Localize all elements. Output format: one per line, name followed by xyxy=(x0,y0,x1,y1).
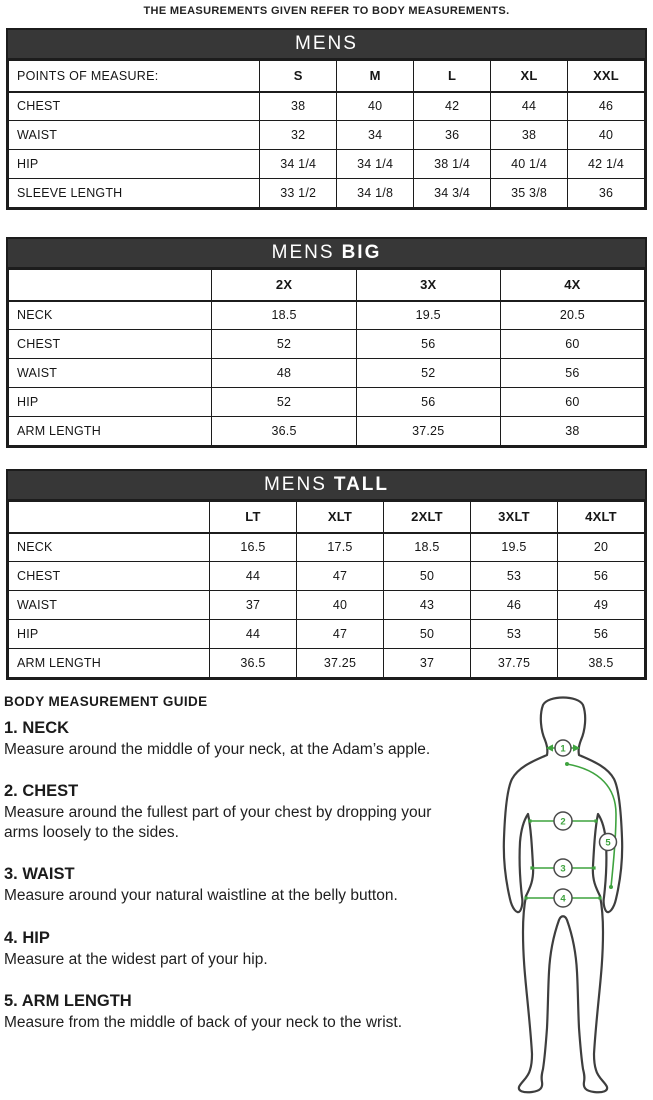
table-title-regular: MENS xyxy=(271,242,335,263)
table-title-bold: BIG xyxy=(341,242,382,263)
table-row xyxy=(9,620,645,649)
measurement-cell: 34 1/4 xyxy=(337,150,414,179)
row-label: CHEST xyxy=(9,562,210,591)
measurement-cell: 44 xyxy=(491,92,568,121)
measurement-cell: 34 3/4 xyxy=(414,179,491,208)
guide-title: BODY MEASUREMENT GUIDE xyxy=(4,694,208,709)
row-label: HIP xyxy=(9,620,210,649)
waist-dot-right xyxy=(592,866,595,869)
measurement-cell: 47 xyxy=(296,562,383,591)
size-column-header: 2X xyxy=(212,270,356,301)
table-mens-big xyxy=(6,237,647,448)
table-row xyxy=(9,591,645,620)
measurement-cell: 50 xyxy=(383,620,470,649)
body-figure-svg xyxy=(460,690,653,1100)
measurement-cell: 52 xyxy=(356,359,500,388)
size-column-header: 4XLT xyxy=(557,502,644,533)
size-column-header: XXL xyxy=(568,61,645,92)
table-row xyxy=(9,417,645,446)
chest-dot-left xyxy=(528,819,531,822)
measurement-cell: 37.25 xyxy=(356,417,500,446)
measurement-cell: 46 xyxy=(470,591,557,620)
guide-item-heading: 5. ARM LENGTH xyxy=(4,991,132,1010)
measurement-cell: 40 xyxy=(568,121,645,150)
measurement-cell: 37.25 xyxy=(296,649,383,678)
measurement-cell: 19.5 xyxy=(470,533,557,562)
guide-item-heading: 3. WAIST xyxy=(4,865,75,884)
size-column-header: XLT xyxy=(296,502,383,533)
measurement-cell: 52 xyxy=(212,388,356,417)
table-mens xyxy=(6,28,647,210)
measurement-cell: 40 xyxy=(337,92,414,121)
measurement-cell: 19.5 xyxy=(356,301,500,330)
measurement-cell: 53 xyxy=(470,620,557,649)
measurement-cell: 18.5 xyxy=(212,301,356,330)
measurement-cell: 35 3/8 xyxy=(491,179,568,208)
size-column-header: M xyxy=(337,61,414,92)
measurement-cell: 56 xyxy=(356,388,500,417)
measurement-cell: 49 xyxy=(557,591,644,620)
measurement-cell: 34 xyxy=(337,121,414,150)
guide-item-heading: 2. CHEST xyxy=(4,782,79,801)
measurement-cell: 38 xyxy=(491,121,568,150)
measurement-cell: 32 xyxy=(260,121,337,150)
measurement-cell: 43 xyxy=(383,591,470,620)
row-label: ARM LENGTH xyxy=(9,649,210,678)
measurement-cell: 38.5 xyxy=(557,649,644,678)
size-column-header: 2XLT xyxy=(383,502,470,533)
table-title-regular: MENS xyxy=(295,33,358,54)
row-label: ARM LENGTH xyxy=(9,417,212,446)
row-label: HIP xyxy=(9,150,260,179)
table-title-regular: MENS xyxy=(263,474,327,495)
measurement-cell: 36.5 xyxy=(209,649,296,678)
header-row xyxy=(9,61,645,92)
arm-dot-top xyxy=(565,762,569,766)
size-column-header: L xyxy=(414,61,491,92)
measurement-cell: 34 1/8 xyxy=(337,179,414,208)
table-row xyxy=(9,359,645,388)
measurement-cell: 18.5 xyxy=(383,533,470,562)
marker-label-1: 1 xyxy=(560,743,566,755)
table-row xyxy=(9,562,645,591)
measurement-cell: 40 1/4 xyxy=(491,150,568,179)
measurement-cell: 52 xyxy=(212,330,356,359)
row-label: NECK xyxy=(9,533,210,562)
guide-item-text: Measure around the fullest part of your chest by dropping your arms loosely to the sides. xyxy=(4,804,432,842)
measurement-cell: 37 xyxy=(209,591,296,620)
guide-item-text: Measure around the middle of your neck, at the Adam’s apple. xyxy=(4,741,431,758)
guide-items xyxy=(4,719,466,1033)
measurement-cell: 34 1/4 xyxy=(260,150,337,179)
table-row xyxy=(9,121,645,150)
measurement-cell: 20 xyxy=(557,533,644,562)
measurement-cell: 36 xyxy=(414,121,491,150)
arm-dot-bottom xyxy=(609,885,613,889)
corner-cell xyxy=(9,502,210,533)
header-row xyxy=(9,502,645,533)
measurement-cell: 60 xyxy=(500,330,644,359)
guide-item-heading: 1. NECK xyxy=(4,719,70,737)
size-column-header: 4X xyxy=(500,270,644,301)
measurement-cell: 42 xyxy=(414,92,491,121)
size-column-header: S xyxy=(260,61,337,92)
measurement-cell: 42 1/4 xyxy=(568,150,645,179)
row-label: SLEEVE LENGTH xyxy=(9,179,260,208)
measurement-cell: 36.5 xyxy=(212,417,356,446)
size-column-header: 3X xyxy=(356,270,500,301)
waist-dot-left xyxy=(530,866,533,869)
corner-cell xyxy=(9,270,212,301)
row-label: WAIST xyxy=(9,359,212,388)
marker-label-5: 5 xyxy=(605,837,611,849)
measurement-cell: 60 xyxy=(500,388,644,417)
table-row xyxy=(9,330,645,359)
body-measurement-guide xyxy=(4,694,466,1033)
table-title xyxy=(8,30,645,60)
hip-dot-right xyxy=(598,896,601,899)
guide-item-text: Measure from the middle of back of your neck to the wrist. xyxy=(4,1013,403,1031)
table-row xyxy=(9,179,645,208)
guide-item-text: Measure around your natural waistline at the belly button. xyxy=(4,887,398,905)
row-label: NECK xyxy=(9,301,212,330)
measurement-cell: 37.75 xyxy=(470,649,557,678)
hip-dot-left xyxy=(524,896,527,899)
measurement-cell: 56 xyxy=(356,330,500,359)
table-row xyxy=(9,150,645,179)
table-title-bold: TALL xyxy=(333,474,390,495)
row-label: WAIST xyxy=(9,121,260,150)
measurement-cell: 38 xyxy=(260,92,337,121)
size-table xyxy=(8,269,645,446)
measurement-cell: 50 xyxy=(383,562,470,591)
measurement-cell: 56 xyxy=(500,359,644,388)
measurement-cell: 44 xyxy=(209,562,296,591)
measurement-cell: 17.5 xyxy=(296,533,383,562)
guide-item-heading: 4. HIP xyxy=(4,928,50,947)
table-mens-tall xyxy=(6,469,647,680)
measurement-cell: 44 xyxy=(209,620,296,649)
disclaimer-text: THE MEASUREMENTS GIVEN REFER TO BODY MEASUREMENTS. xyxy=(143,5,510,17)
table-row xyxy=(9,533,645,562)
measurement-markers xyxy=(554,740,617,907)
size-column-header: XL xyxy=(491,61,568,92)
measurement-cell: 56 xyxy=(557,562,644,591)
table-row xyxy=(9,301,645,330)
table-title xyxy=(8,471,645,501)
row-label: CHEST xyxy=(9,92,260,121)
measurement-cell: 46 xyxy=(568,92,645,121)
row-label: HIP xyxy=(9,388,212,417)
measurement-cell: 38 xyxy=(500,417,644,446)
measurement-cell: 56 xyxy=(557,620,644,649)
measurement-cell: 47 xyxy=(296,620,383,649)
chest-dot-right xyxy=(594,819,597,822)
size-tables xyxy=(6,28,647,680)
body-figure xyxy=(460,690,653,1100)
size-column-header: 3XLT xyxy=(470,502,557,533)
corner-cell: POINTS OF MEASURE: xyxy=(9,61,260,92)
measurement-cell: 37 xyxy=(383,649,470,678)
row-label: WAIST xyxy=(9,591,210,620)
table-row xyxy=(9,92,645,121)
measurement-cell: 38 1/4 xyxy=(414,150,491,179)
row-label: CHEST xyxy=(9,330,212,359)
measurement-cell: 36 xyxy=(568,179,645,208)
header-row xyxy=(9,270,645,301)
marker-label-2: 2 xyxy=(560,816,566,828)
table-title xyxy=(8,239,645,269)
measurement-cell: 33 1/2 xyxy=(260,179,337,208)
table-row xyxy=(9,388,645,417)
measurement-cell: 48 xyxy=(212,359,356,388)
measurement-cell: 20.5 xyxy=(500,301,644,330)
measurement-cell: 53 xyxy=(470,562,557,591)
size-column-header: LT xyxy=(209,502,296,533)
guide-item-text: Measure at the widest part of your hip. xyxy=(4,950,268,968)
measurement-cell: 16.5 xyxy=(209,533,296,562)
marker-label-3: 3 xyxy=(560,863,566,875)
marker-label-4: 4 xyxy=(560,893,566,905)
size-table xyxy=(8,501,645,678)
measurement-cell: 40 xyxy=(296,591,383,620)
table-row xyxy=(9,649,645,678)
size-table xyxy=(8,60,645,208)
